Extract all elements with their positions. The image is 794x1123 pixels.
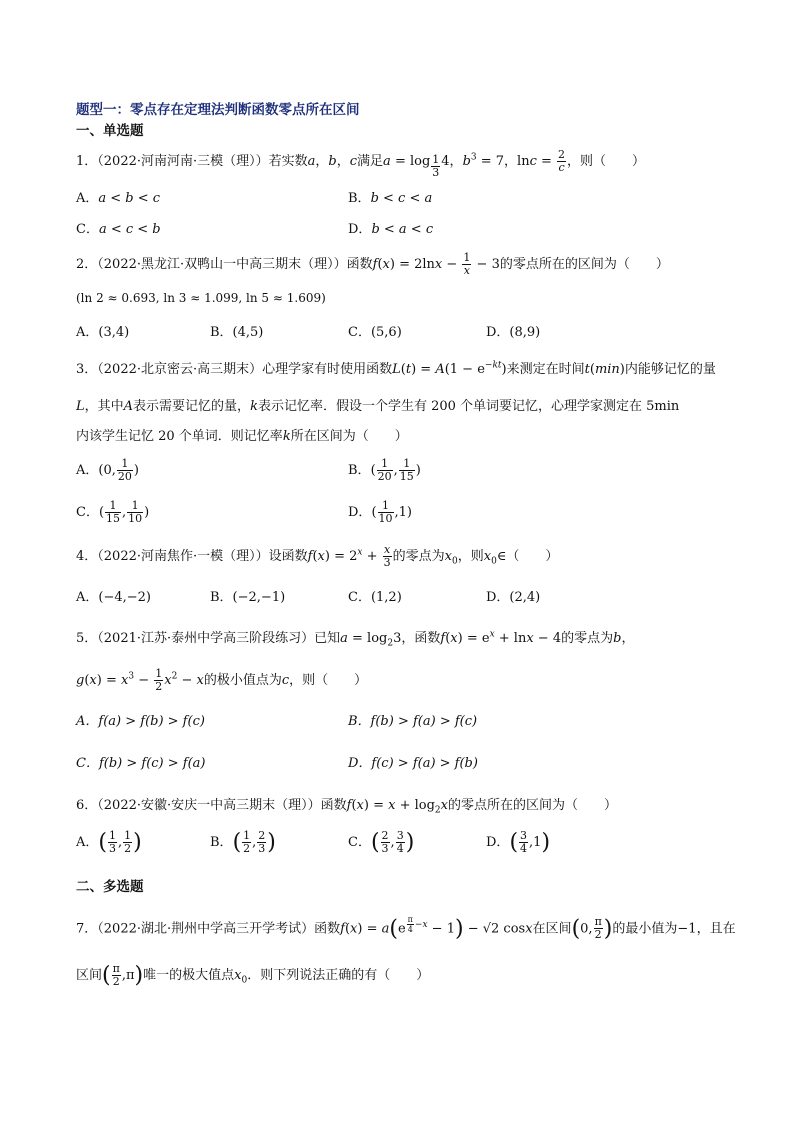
section-multiple-choice: 二、多选题	[76, 879, 144, 895]
q3-text-e: 表示需要记忆的量，	[133, 399, 251, 414]
q1-option-d-label: D．	[348, 222, 372, 237]
q1-text-b: ，	[315, 154, 329, 169]
q7-text-e: ，且在	[696, 921, 736, 937]
q1-option-b-value: b < c < a	[370, 191, 433, 206]
question-6-stem: 6．（2022·安徽·安庆一中高三期末（理））函数$f(x) = x + \log_2x$的零点所在的区间为（ ）	[76, 798, 617, 816]
q1-option-a-label: A．	[76, 191, 99, 206]
q3-option-c[interactable]: C．( $\frac{1}{15}$ , $\frac{1}{10}$ )	[76, 499, 150, 525]
q6-text-b: 的零点所在的区间为（ ）	[447, 798, 617, 813]
question-7-line-1: 7．（2022·湖北·荆州中学高三开学考试）函数f(x) = a(e $^{\frac{\pi}{4} -x}$ − 1) − √2 cosx在区间(0, $\frac{\pi}{2}$ )的最小值为−1，且在	[76, 915, 736, 942]
q4-option-b[interactable]: B．(−2,−1)	[210, 590, 286, 605]
q3-option-b-label: B．	[348, 463, 371, 478]
q6-option-d[interactable]: D．( $\frac{3}{4}$ ,1)	[486, 829, 551, 855]
q1-option-a[interactable]	[76, 187, 160, 206]
question-5-line-1: 5．（2021·江苏·泰州中学高三阶段练习）已知$a = \log_23$，函数$f(x) = e^x + \ln x - 4$的零点为b，	[76, 629, 635, 649]
q2-option-b[interactable]: B．(4,5)	[210, 325, 264, 340]
topic-title: 题型一：零点存在定理法判断函数零点所在区间	[76, 102, 360, 118]
q4-text-d: ∈（ ）	[496, 549, 559, 564]
q6-option-a[interactable]: A．( $\frac{1}{3}$ , $\frac{1}{2}$ )	[76, 829, 142, 855]
q3-text-c: 内能够记忆的量	[624, 362, 716, 377]
q6-text-a: 6．（2022·安徽·安庆一中高三期末（理））函数	[76, 798, 347, 813]
q1-option-b-label: B．	[348, 191, 371, 206]
q1-text-e: ，则（ ）	[567, 154, 646, 169]
question-2-stem: 2．（2022·黑龙江·双鸭山一中高三期末（理））函数f(x) = 2lnx − $\frac{1}{x}$ − 3的零点所在的区间为（ ）	[76, 251, 669, 277]
q5-text-b: ，函数	[401, 631, 441, 646]
question-5-line-2: $g(x) = x^3$ − $\frac{1}{2}$ $x^2 - x$的极小值点为c，则（ ）	[76, 667, 368, 693]
q7-text-f: 区间	[76, 968, 103, 983]
q1-text-c: ，	[336, 154, 350, 169]
q3-text-h: 所在区间为（ ）	[290, 429, 408, 444]
q6-option-c[interactable]: C．( $\frac{2}{3}$ , $\frac{3}{4}$ )	[348, 829, 415, 855]
q1-option-c-value: a < c < b	[98, 222, 161, 237]
q3-option-c-label: C．	[76, 505, 99, 520]
q4-text-b: 的零点为	[392, 549, 445, 564]
q6-option-b[interactable]: B．( $\frac{1}{2}$ , $\frac{2}{3}$ )	[210, 829, 276, 855]
q3-text-g: 内该学生记忆 20 个单词．则记忆率	[76, 429, 283, 444]
q5-text-a: 5．（2021·江苏·泰州中学高三阶段练习）已知	[76, 631, 341, 646]
q2-option-a[interactable]: A．(3,4)	[76, 325, 130, 340]
q7-text-h: ．则下列说法正确的有（ ）	[247, 968, 430, 983]
q1-option-a-value: a < b < c	[98, 191, 161, 206]
q1-option-b[interactable]	[348, 187, 432, 206]
q3-option-b[interactable]: B．( $\frac{1}{20}$ , $\frac{1}{15}$ )	[348, 457, 421, 483]
q3-text-d: ，其中	[84, 399, 124, 414]
q2-text-a: 2．（2022·黑龙江·双鸭山一中高三期末（理））函数	[76, 257, 373, 272]
q4-text-c: ，则	[457, 549, 484, 564]
q2-text-b: 的零点所在的区间为（ ）	[499, 257, 669, 272]
q7-text-c: 的最小值为	[612, 921, 678, 937]
q1-option-c[interactable]	[76, 218, 161, 237]
q1-option-d-value: b < a < c	[371, 222, 434, 237]
q5-text-d: ，	[621, 631, 635, 646]
q1-option-c-label: C．	[76, 222, 99, 237]
q3-option-d-label: D．	[348, 505, 372, 520]
q1-text-a: 1．（2022·河南河南·三模（理））若实数	[76, 154, 308, 169]
question-1-stem: 1．（2022·河南河南·三模（理））若实数a，b，c满足a = log $_{\frac{1}{3}}$ 4，$b^3 = 7$，lnc = $\frac{2}{c}$ ，则（ ）	[76, 148, 646, 179]
q5-text-c: 的零点为	[561, 631, 614, 646]
q5-option-b[interactable]: B．f(b) > f(a) > f(c)	[348, 714, 478, 729]
question-4-stem: 4．（2022·河南焦作·一模（理））设函数$f(x) = 2^x$ + $\frac{x}{3}$ 的零点为$x_0$，则$x_0\in$（ ）	[76, 543, 559, 569]
q6-option-a-label: A．	[76, 835, 99, 850]
question-2-note: (ln 2 ≈ 0.693, ln 3 ≈ 1.099, ln 5 ≈ 1.609)	[76, 291, 326, 305]
question-3-line-1: 3．（2022·北京密云·高三期末）心理学家有时使用函数$L(t) = A(1 - e^{-kt})$来测定在时间t(min)内能够记忆的量	[76, 360, 716, 377]
question-3-line-2: L，其中A表示需要记忆的量，k表示记忆率．假设一个学生有 200 个单词要记忆，心理学家测定在 5min	[76, 399, 680, 414]
q3-option-a[interactable]: A．(0, $\frac{1}{20}$ )	[76, 457, 139, 483]
q4-option-a[interactable]: A．(−4,−2)	[76, 590, 151, 605]
question-3-line-3: 内该学生记忆 20 个单词．则记忆率k所在区间为（ ）	[76, 429, 408, 444]
q3-option-d[interactable]: D．( $\frac{1}{10}$ ,1)	[348, 499, 412, 525]
question-7-line-2: 区间( $\frac{\pi}{2}$ ,π)唯一的极大值点$x_0$．则下列说法正确的有（ ）	[76, 962, 430, 988]
q3-option-a-label: A．	[76, 463, 99, 478]
q2-option-d[interactable]: D．(8,9)	[486, 325, 541, 340]
q5-option-a[interactable]: A．f(a) > f(b) > f(c)	[76, 714, 205, 729]
section-single-choice: 一、单选题	[76, 123, 144, 139]
q4-option-c[interactable]: C．(1,2)	[348, 590, 402, 605]
q2-option-c[interactable]: C．(5,6)	[348, 325, 402, 340]
q1-option-d[interactable]	[348, 218, 433, 237]
q5-option-d[interactable]: D．f(c) > f(a) > f(b)	[348, 756, 478, 771]
q1-text-d: 满足	[357, 154, 384, 169]
q5-text-f: ，则（ ）	[289, 673, 368, 688]
q4-option-d[interactable]: D．(2,4)	[486, 590, 541, 605]
q3-text-a: 3．（2022·北京密云·高三期末）心理学家有时使用函数	[76, 362, 393, 377]
q7-text-b: 在区间	[532, 921, 572, 937]
q5-option-c[interactable]: C．f(b) > f(c) > f(a)	[76, 756, 206, 771]
q7-text-g: 唯一的极大值点	[143, 968, 235, 983]
q6-option-b-label: B．	[210, 835, 233, 850]
q3-text-b: 来测定在时间	[506, 362, 585, 377]
q4-text-a: 4．（2022·河南焦作·一模（理））设函数	[76, 549, 308, 564]
q7-text-a: 7．（2022·湖北·荆州中学高三开学考试）函数	[76, 921, 341, 937]
q6-option-d-label: D．	[486, 835, 510, 850]
q7-text-d: −1	[677, 921, 697, 937]
q5-text-e: 的极小值点为	[203, 673, 282, 688]
q3-text-f: 表示记忆率．假设一个学生有 200 个单词要记忆，心理学家测定在 5min	[257, 399, 680, 414]
q6-option-c-label: C．	[348, 835, 371, 850]
